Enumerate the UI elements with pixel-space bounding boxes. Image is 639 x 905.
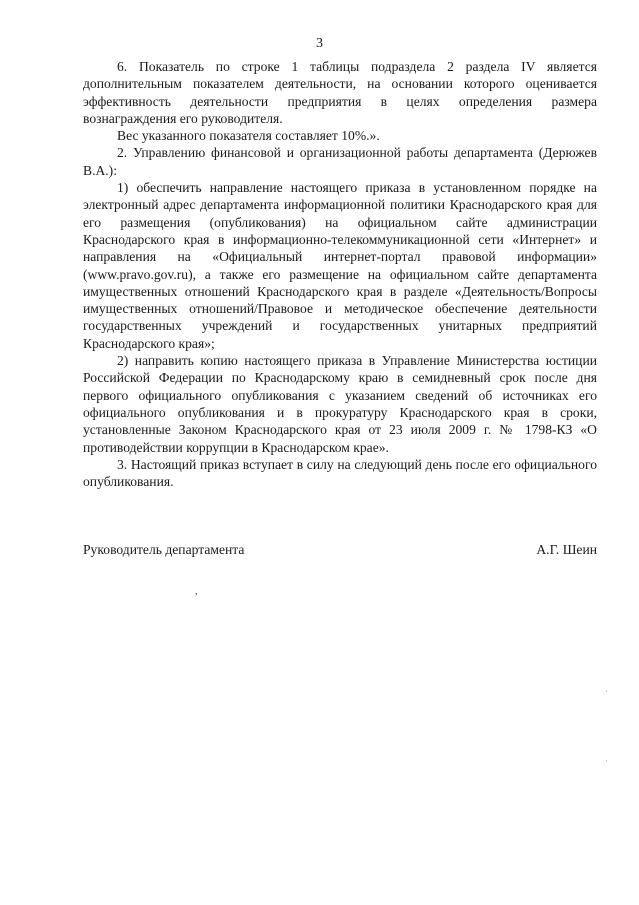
scan-mark: ,	[195, 586, 198, 597]
signature-name: А.Г. Шеин	[536, 542, 597, 557]
paragraph-weight: Вес указанного показателя составляет 10%.».	[117, 128, 380, 144]
page-number: 3	[316, 36, 323, 51]
paragraph-section-3: 3. Настоящий приказ вступает в силу на следующий день после его официального опубликования.	[83, 456, 597, 490]
signature-block	[83, 542, 597, 558]
paragraph-subitem-2: 2) направить копию настоящего приказа в Управление Министерства юстиции Российской Федерации по Краснодарскому краю в семидневный срок после дня первого официального опубликования с указанием сведений об источниках его официального опубликования и в прокуратуру Краснодарского края в сроки, установленные Законом Краснодарского края от 23 июля 2009 г. № 1798-КЗ «О противодействии коррупции в Краснодарском крае».	[83, 353, 597, 455]
document-body	[83, 58, 597, 490]
signature-position: Руководитель департамента	[83, 542, 245, 557]
paragraph-section-2: 2. Управлению финансовой и организационной работы департамента (Дерюжев В.А.):	[83, 145, 597, 178]
scan-artifact	[606, 760, 607, 762]
paragraph-item-6: 6. Показатель по строке 1 таблицы подраздела 2 раздела IV является дополнительным показателем деятельности, на основании которого оценивается эффективность деятельности предприятия в целях определения размера вознаграждения его руководителя.	[83, 59, 597, 126]
paragraph-subitem-1: 1) обеспечить направление настоящего приказа в установленном порядке на электронный адрес департамента информационной политики Краснодарского края для его размещения (опубликования) на официальном сайте администрации Краснодарского края в информационно-телекоммуникационной сети «Интернет» и направления на «Официальный интернет-портал правовой информации» (www.pravo.gov.ru), а также его размещение на официальном сайте департамента имущественных отношений Краснодарского края в разделе «Деятельность/Вопросы имущественных отношений/Правовое и методическое обеспечение деятельности государственных учреждений и государственных унитарных предприятий Краснодарского края»;	[83, 180, 597, 351]
scan-artifact	[606, 690, 607, 692]
